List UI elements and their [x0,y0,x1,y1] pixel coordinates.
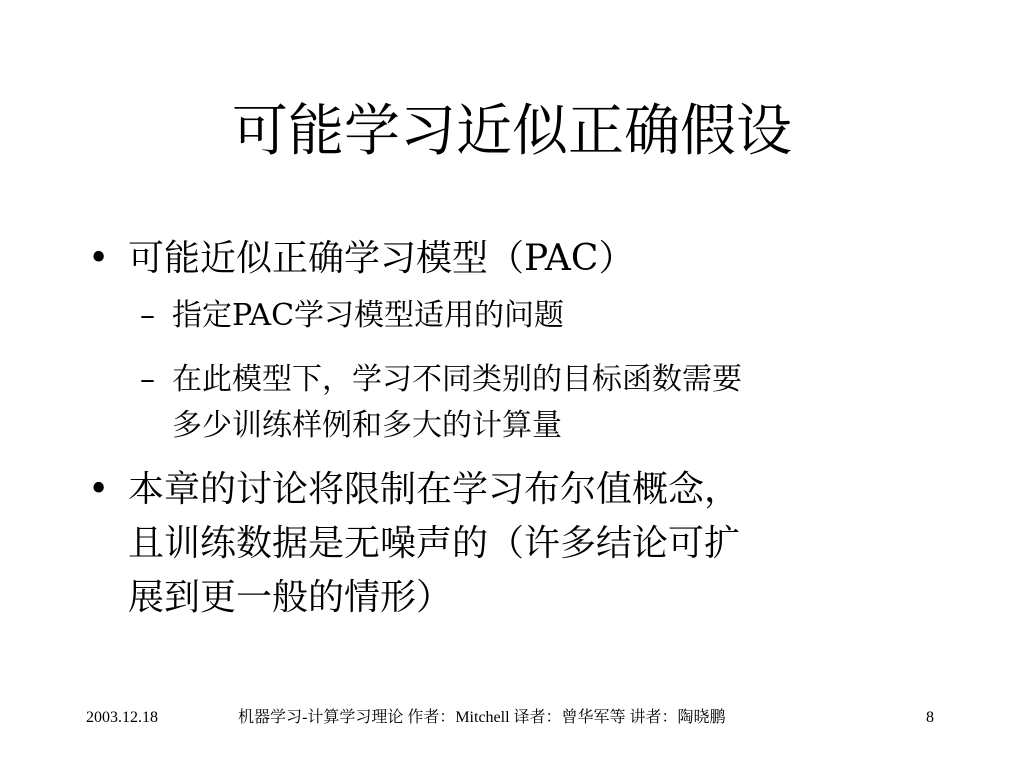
sub-bullet-2-text [172,357,932,449]
bullet-marker: • [88,469,110,510]
sub-bullet-1-line-1: 指定PAC学习模型适用的问题 [172,298,565,333]
footer-credits: 机器学习-计算学习理论 作者：Mitchell 译者：曾华军等 讲者：陶晓鹏 [238,709,726,726]
footer-date: 2003.12.18 [86,709,158,726]
bullet-marker: • [88,238,110,279]
bullet-1-text: 可能近似正确学习模型（PAC） [128,238,635,279]
sub-bullet-marker: – [140,362,155,397]
bullet-2-text [128,463,908,625]
bullet-2-line-2: 且训练数据是无噪声的（许多结论可扩 [128,523,741,564]
sub-bullet-marker: – [140,298,155,333]
sub-bullet-2-line-1: 在此模型下，学习不同类别的目标函数需要 [172,362,742,397]
page-number: 8 [926,709,934,726]
bullet-2-line-3: 展到更一般的情形） [128,577,453,618]
sub-bullet-2-line-2: 多少训练样例和多大的计算量 [172,408,562,443]
bullet-2-line-1: 本章的讨论将限制在学习布尔值概念， [128,469,741,510]
sub-bullet-1-text [172,293,564,339]
slide-title: 可能学习近似正确假设 [232,99,792,164]
